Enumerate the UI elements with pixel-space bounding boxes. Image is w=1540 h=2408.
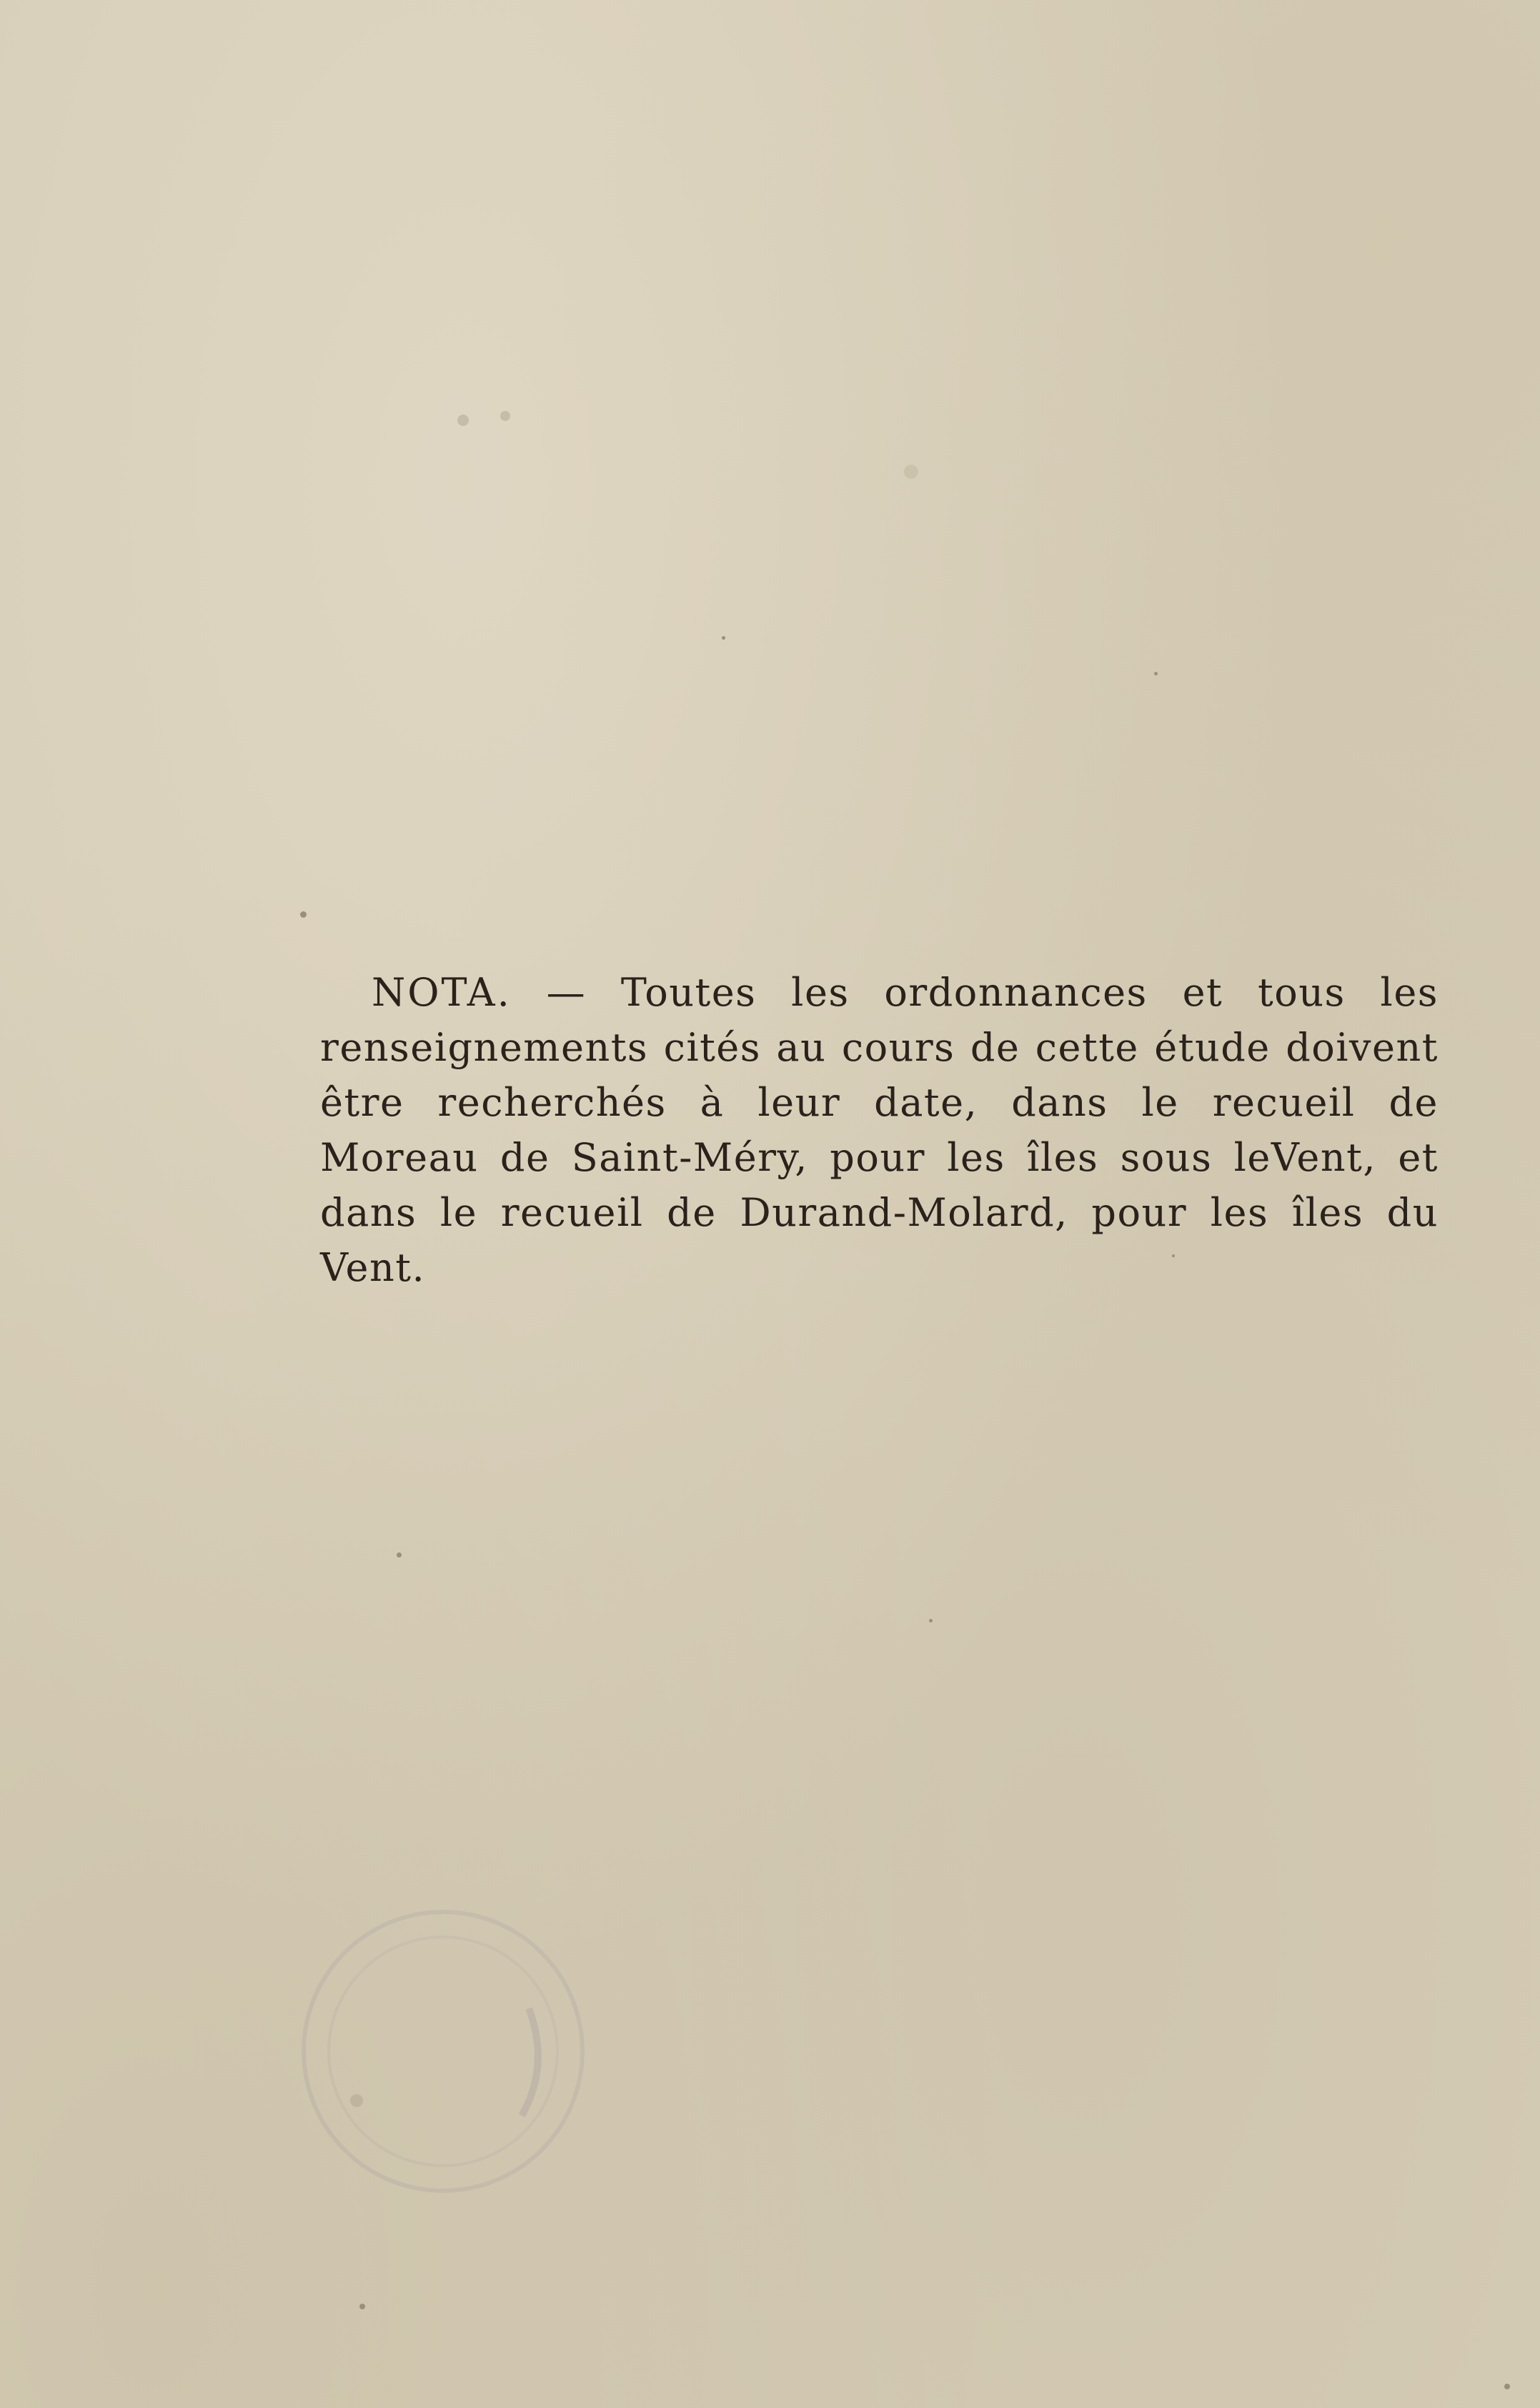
- paper-speck: [457, 415, 469, 426]
- paper-speck: [350, 2094, 363, 2107]
- paper-speck: [929, 1619, 933, 1622]
- paper-speck: [722, 636, 725, 640]
- paper-speck: [500, 411, 510, 421]
- paper-speck: [1154, 672, 1158, 675]
- nota-line-3: doivent être recherchés à leur date, dans le: [320, 1025, 1439, 1125]
- paper-speck: [300, 911, 307, 918]
- nota-line-4: recueil de Moreau de Saint-Méry, pour les îles sous: [320, 1080, 1439, 1180]
- nota-line-2: renseignements cités au cours de cette étude: [320, 1025, 1271, 1070]
- nota-line-1: Toutes les ordonnances et tous les: [620, 970, 1439, 1015]
- faded-library-stamp: [293, 1901, 593, 2201]
- paper-speck: [904, 465, 918, 479]
- paper-speck: [359, 2304, 365, 2309]
- nota-dash: —: [546, 970, 587, 1015]
- nota-line-5: leVent, et dans le recueil de Durand-Molard, pour: [320, 1135, 1439, 1235]
- nota-line-6: les îles du Vent.: [320, 1190, 1439, 1290]
- paper-speck: [1504, 2384, 1510, 2389]
- paper-speck: [1172, 1254, 1175, 1257]
- nota-label: NOTA.: [372, 970, 512, 1015]
- nota-paragraph: [320, 965, 1439, 1295]
- paper-speck: [397, 1552, 402, 1557]
